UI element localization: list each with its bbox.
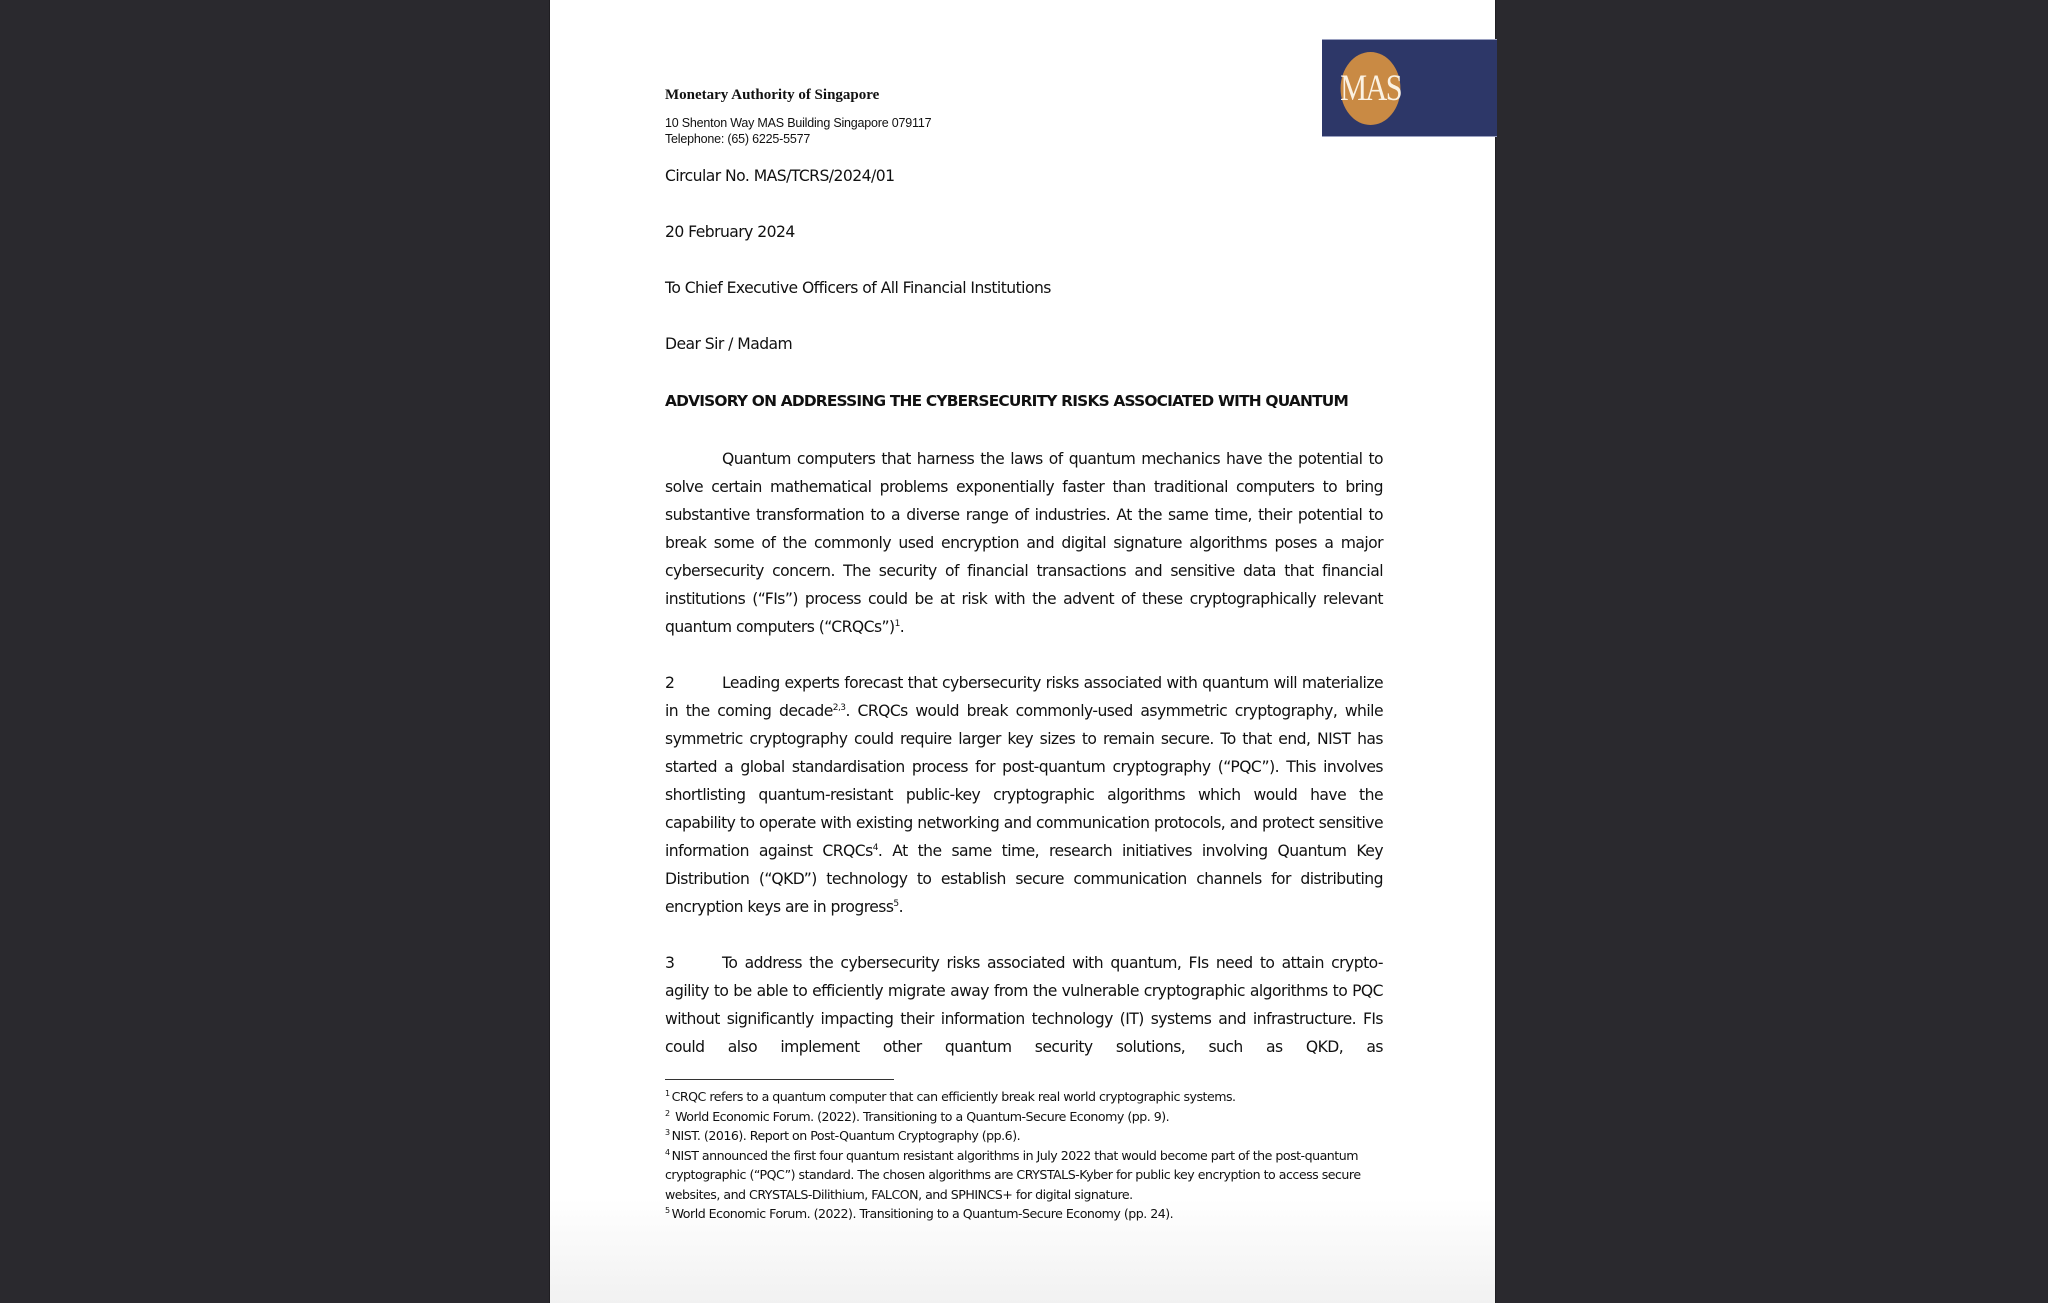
footnote-text: CRQC refers to a quantum computer that can efficiently break real world cryptographic systems. — [671, 1089, 1236, 1104]
org-address-block — [665, 115, 931, 147]
footnote-2 — [665, 1107, 1385, 1127]
footnote-text: World Economic Forum. (2022). Transitioning to a Quantum-Secure Economy (pp. 9). — [671, 1108, 1170, 1124]
paragraph-1-text — [665, 445, 1383, 641]
advisory-title: ADVISORY ON ADDRESSING THE CYBERSECURITY RISKS ASSOCIATED WITH QUANTUM — [665, 392, 1349, 410]
salutation: Dear Sir / Madam — [665, 335, 793, 353]
footnote-5 — [665, 1204, 1385, 1224]
paragraph-number: 2 — [665, 674, 675, 692]
footnote-ref-5[interactable]: 5 — [893, 899, 899, 909]
footnote-mark: 4 — [665, 1147, 670, 1157]
mas-logo — [1322, 39, 1497, 137]
mas-logo-emblem: MAS — [1341, 52, 1401, 125]
org-name: Monetary Authority of Singapore — [665, 87, 880, 103]
org-address: 10 Shenton Way MAS Building Singapore 079117 — [665, 116, 932, 130]
footnote-ref-2-3[interactable]: 2,3 — [832, 703, 846, 713]
paragraph-3-text — [665, 949, 1383, 1061]
footnote-separator — [665, 1079, 894, 1080]
footnote-3 — [665, 1126, 1385, 1146]
org-telephone: Telephone: (65) 6225-5577 — [665, 132, 811, 146]
footnote-text: World Economic Forum. (2022). Transitioning to a Quantum-Secure Economy (pp. 24). — [671, 1206, 1174, 1221]
footnote-ref-1[interactable]: 1 — [894, 619, 900, 629]
paragraph-3 — [665, 949, 1383, 1061]
footnote-1 — [665, 1087, 1385, 1107]
paragraph-2-segment: . At the same time, research initiatives involving Quantum Key Distribution (“QKD”) technology to establish secure communication channels for distributing encryption keys are in progress — [665, 842, 1383, 916]
footnote-mark: 3 — [665, 1128, 670, 1137]
paragraph-1-segment: Quantum computers that harness the laws of quantum mechanics have the potential to solve certain mathematical problems exponentially faster than traditional computers to bring substantive transformation to a diverse range of industries. At the same time, their potential to break some of the commonly used encryption and digital signature algorithms poses a major cybersecurity concern. The security of financial transactions and sensitive data that financial institutions (“FIs”) process could be at risk with the advent of these cryptographically relevant quantum computers (“CRQCs”) — [665, 450, 1383, 636]
letterhead — [665, 85, 931, 147]
footnote-mark: 1 — [665, 1089, 670, 1098]
footnote-mark: 5 — [665, 1206, 670, 1215]
footnote-text: NIST announced the first four quantum resistant algorithms in July 2022 that would become part of the post-quantum cryptographic (“PQC”) standard. The chosen algorithms are CRYSTALS-Kyber for public key encryption to access secure websites, and CRYSTALS-Dilithium, FALCON, and SPHINCS+ for digital signature. — [665, 1147, 1361, 1202]
paragraph-2-segment: . — [898, 898, 904, 916]
paragraph-3-segment: To address the cybersecurity risks associated with quantum, FIs need to attain crypto-agility to be able to efficiently migrate away from the vulnerable cryptographic algorithms to PQC without significantly impacting their information technology (IT) systems and infrastructure. FIs could also implement other quantum security solutions, such as QKD, as — [665, 954, 1383, 1056]
paragraph-2-segment: . CRQCs would break commonly-used asymmetric cryptography, while symmetric cryptography could require larger key sizes to remain secure. To that end, NIST has started a global standardisation process for post-quantum cryptography (“PQC”). This involves shortlisting quantum-resistant public-key cryptographic algorithms which would have the capability to operate with existing networking and communication protocols, and protect sensitive information against CRQCs — [665, 702, 1383, 860]
circular-number: Circular No. MAS/TCRS/2024/01 — [665, 167, 895, 185]
document-page — [549, 0, 1496, 1303]
paragraph-2-text — [665, 669, 1383, 921]
footnote-ref-4[interactable]: 4 — [872, 843, 878, 853]
footnote-text: NIST. (2016). Report on Post-Quantum Cryptography (pp.6). — [671, 1128, 1021, 1143]
paragraph-number: 3 — [665, 954, 675, 972]
paragraph-2 — [665, 669, 1383, 921]
letter-date: 20 February 2024 — [665, 223, 795, 241]
footnotes — [665, 1087, 1385, 1224]
footnote-mark: 2 — [665, 1108, 670, 1118]
paragraph-2-segment: Leading experts forecast that cybersecurity risks associated with quantum will materialize in the coming decade — [665, 674, 1383, 720]
recipient: To Chief Executive Officers of All Financial Institutions — [665, 279, 1051, 297]
paragraph-1-segment: . — [899, 618, 905, 636]
paragraph-1 — [665, 445, 1383, 641]
footnote-4 — [665, 1146, 1385, 1205]
